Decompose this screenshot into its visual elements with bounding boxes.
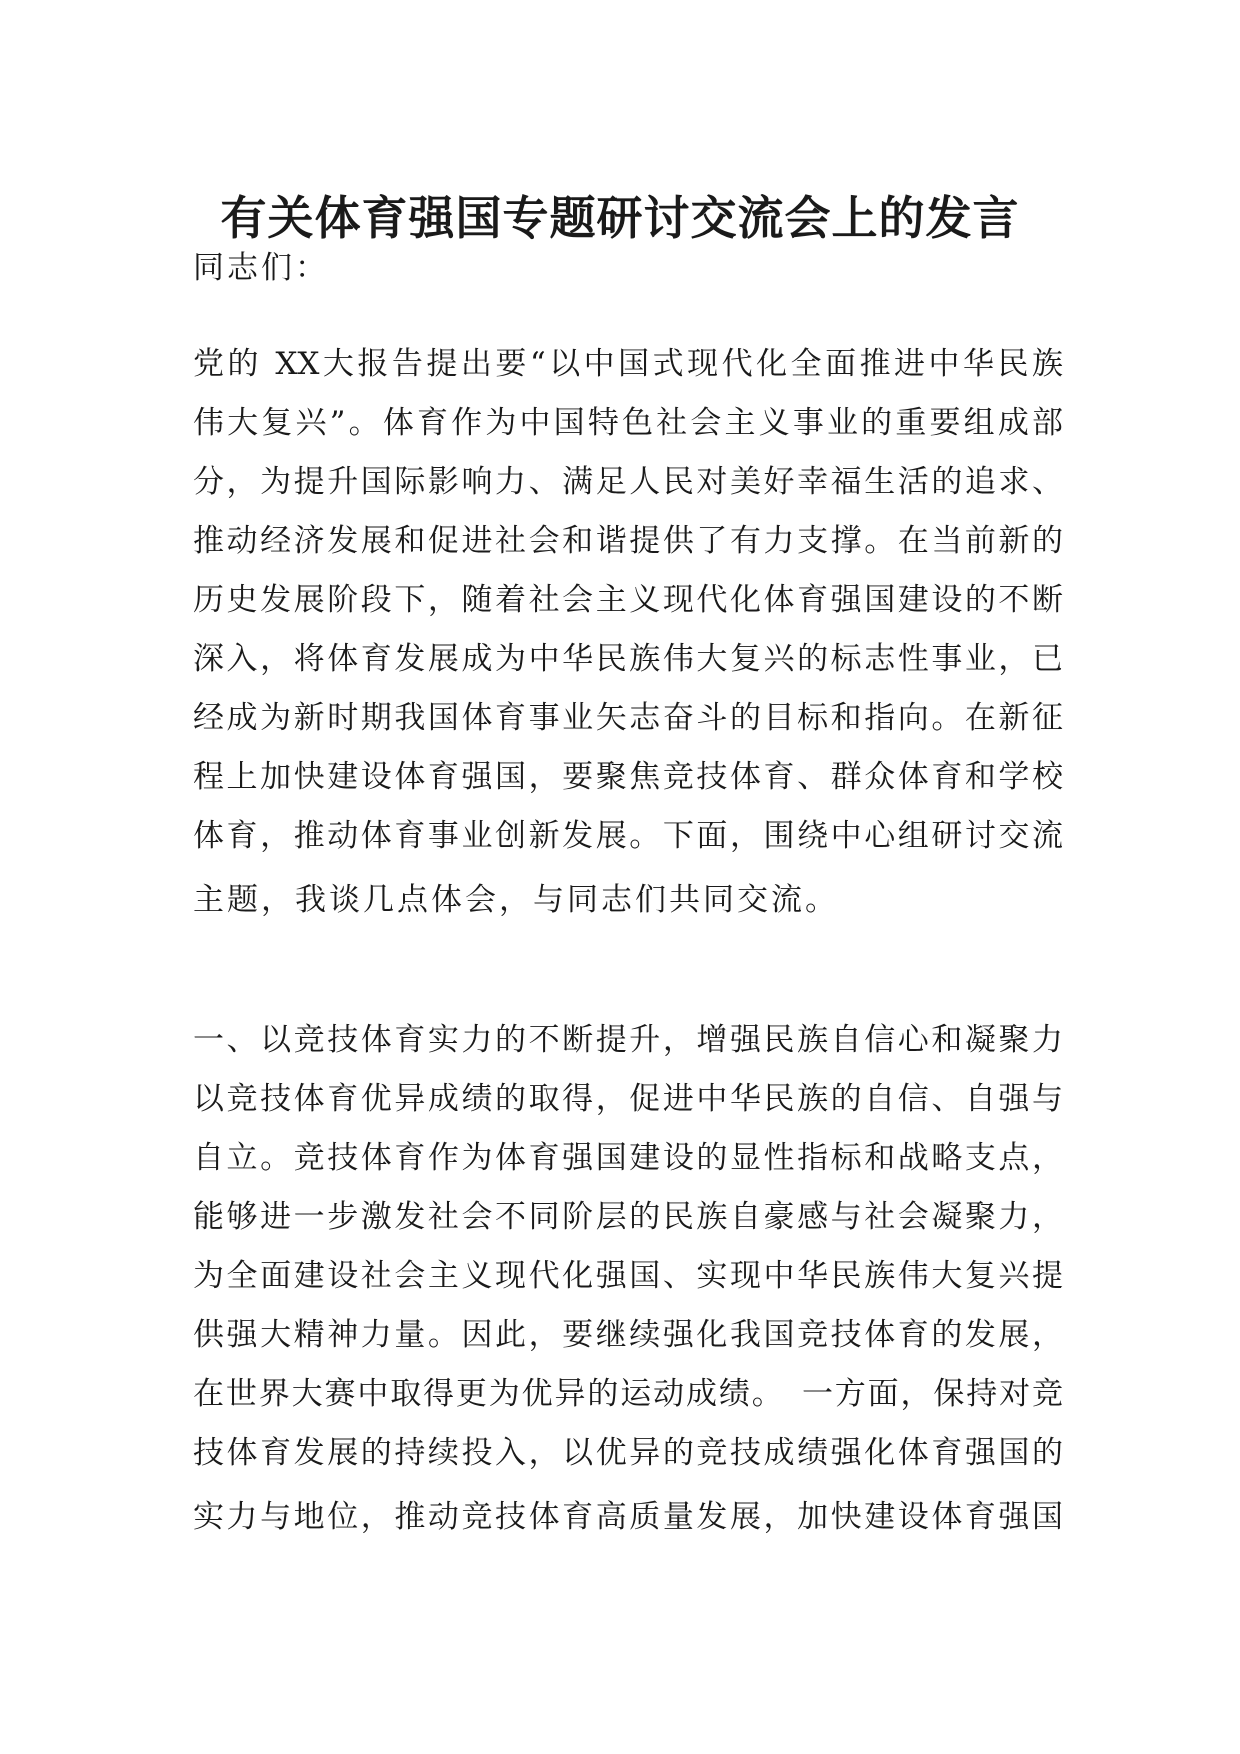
intro-line: 体育，推动体育事业创新发展。下面，围绕中心组研讨交流 xyxy=(193,818,1063,854)
section-line: 为全面建设社会主义现代化强国、实现中华民族伟大复兴提 xyxy=(193,1258,1063,1294)
intro-line: 经成为新时期我国体育事业矢志奋斗的目标和指向。在新征 xyxy=(193,700,1063,736)
section-line: 供强大精神力量。因此，要继续强化我国竞技体育的发展， xyxy=(193,1317,1063,1353)
intro-line: 推动经济发展和促进社会和谐提供了有力支撑。在当前新的 xyxy=(193,523,1063,559)
intro-line: 主题，我谈几点体会，与同志们共同交流。 xyxy=(193,882,839,918)
section-line: 以竞技体育优异成绩的取得，促进中华民族的自信、自强与 xyxy=(193,1081,1063,1117)
intro-line: 伟大复兴”。体育作为中国特色社会主义事业的重要组成部 xyxy=(193,405,1063,441)
section-heading: 一、以竞技体育实力的不断提升，增强民族自信心和凝聚力 xyxy=(193,1022,1063,1058)
intro-line: 程上加快建设体育强国，要聚焦竞技体育、群众体育和学校 xyxy=(193,759,1063,795)
intro-line: 历史发展阶段下，随着社会主义现代化体育强国建设的不断 xyxy=(193,582,1063,618)
section-line: 在世界大赛中取得更为优异的运动成绩。 一方面，保持对竞 xyxy=(193,1376,1063,1412)
intro-line: 深入，将体育发展成为中华民族伟大复兴的标志性事业，已 xyxy=(193,641,1063,677)
intro-line: 分，为提升国际影响力、满足人民对美好幸福生活的追求、 xyxy=(193,464,1063,500)
document-title: 有关体育强国专题研讨交流会上的发言 xyxy=(220,191,1020,245)
section-line: 能够进一步激发社会不同阶层的民族自豪感与社会凝聚力， xyxy=(193,1199,1063,1235)
intro-line: 党的 XX大报告提出要“以中国式现代化全面推进中华民族 xyxy=(193,346,1063,382)
salutation: 同志们： xyxy=(193,250,329,286)
section-line: 实力与地位，推动竞技体育高质量发展，加快建设体育强国 xyxy=(193,1499,1063,1535)
section-line: 自立。竞技体育作为体育强国建设的显性指标和战略支点， xyxy=(193,1140,1063,1176)
section-line: 技体育发展的持续投入，以优异的竞技成绩强化体育强国的 xyxy=(193,1435,1063,1471)
